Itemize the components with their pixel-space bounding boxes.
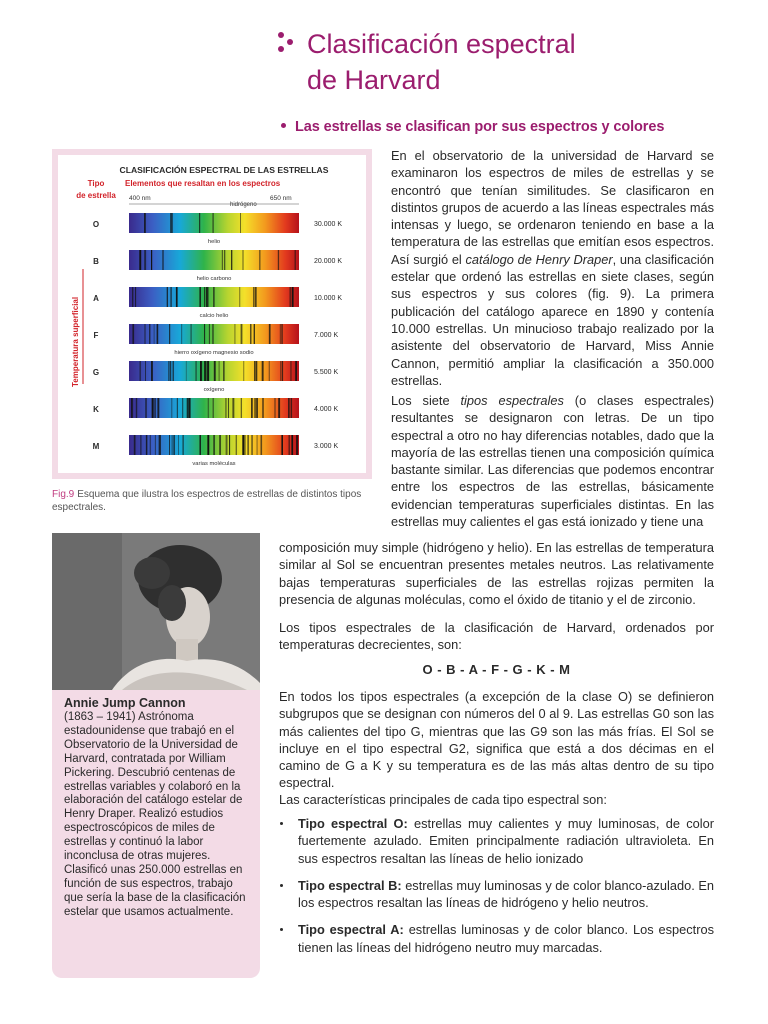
absorption-line <box>139 250 141 270</box>
absorption-line <box>281 435 283 455</box>
element-label: varias moléculas <box>192 461 236 467</box>
absorption-line <box>207 435 209 455</box>
col-tipo2: de estrella <box>76 191 116 200</box>
portrait-photo <box>52 533 260 690</box>
absorption-line <box>136 398 137 418</box>
section-heading-text: Las estrellas se clasifican por sus espectros y colores <box>295 119 665 135</box>
absorption-line <box>239 287 240 307</box>
absorption-line <box>214 361 216 381</box>
spectrum-band <box>129 250 299 270</box>
absorption-line <box>295 250 296 270</box>
absorption-line <box>291 398 293 418</box>
title-line-2: de Harvard <box>307 65 441 95</box>
absorption-line <box>214 435 215 455</box>
spectral-type-label: F <box>93 331 99 340</box>
absorption-line <box>207 287 209 307</box>
list-item <box>279 921 714 956</box>
absorption-line <box>172 435 173 455</box>
spectral-type-label: B <box>93 257 99 266</box>
bullet-icon <box>280 822 283 825</box>
title-line-1: Clasificación espectral <box>307 29 576 59</box>
spectral-diagram <box>52 149 372 479</box>
absorption-line <box>162 250 163 270</box>
absorption-line <box>132 324 134 344</box>
absorption-line <box>289 435 290 455</box>
absorption-line <box>151 250 152 270</box>
list-item-label: Tipo espectral B: <box>298 877 402 893</box>
absorption-line <box>255 287 257 307</box>
absorption-line <box>223 361 225 381</box>
list-item-text: estrellas luminosas y de color blanco. Los espectros tienen las líneas del hidrógeno neutro muy marcadas. <box>298 922 714 955</box>
figure-caption-text: Esquema que ilustra los espectros de estrellas de distintos tipos espectrales. <box>52 489 362 513</box>
absorption-line <box>269 361 270 381</box>
absorption-line <box>244 435 246 455</box>
absorption-line <box>280 361 281 381</box>
absorption-line <box>169 324 170 344</box>
paragraph-4: Los tipos espectrales de la clasificación de Harvard, ordenados por temperaturas decrecientes, son: <box>279 620 714 653</box>
bullet-icon <box>280 928 283 931</box>
list-item-label: Tipo espectral O: <box>298 816 408 831</box>
absorption-line <box>172 213 173 233</box>
absorption-line <box>187 398 188 418</box>
spectral-figure <box>52 149 372 479</box>
absorption-line <box>292 287 294 307</box>
figure-title: CLASIFICACIÓN ESPECTRAL DE LAS ESTRELLAS <box>119 165 329 175</box>
bio-panel <box>52 690 260 978</box>
absorption-line <box>204 361 205 381</box>
paragraph-1 <box>391 147 714 389</box>
absorption-line <box>204 287 205 307</box>
absorption-line <box>256 361 258 381</box>
section-heading <box>281 119 664 135</box>
absorption-line <box>209 324 210 344</box>
absorption-line <box>155 435 156 455</box>
col-tipo: Tipo <box>87 179 105 188</box>
absorption-line <box>208 398 209 418</box>
spectral-sequence: O - B - A - F - G - K - M <box>422 662 571 677</box>
element-label: oxígeno <box>203 387 225 393</box>
absorption-line <box>254 324 255 344</box>
element-label: calcio helio <box>199 313 229 319</box>
spectra-rows <box>93 213 343 467</box>
absorption-line <box>241 398 242 418</box>
absorption-line <box>213 324 214 344</box>
absorption-line <box>159 435 161 455</box>
bio-text: (1863 – 1941) Astrónoma estadounidense que trabajó en el Observatorio de la Universidad de Harvard, contratada por William Pickering. Descubrió centenas de estrellas variables y colaboró en la elaboración del catálogo estelar de Henry Draper. Realizó estudios espectroscópicos de miles de estrellas y continuó la labor inconclusa de otras mujeres. Clasificó unas 250.000 estrellas en función de sus espectros, trabajo que sería la base de la clasificación estelar que usamos actualmente. <box>64 711 246 918</box>
p1-italic: catálogo de Henry Draper <box>465 251 613 267</box>
absorption-line <box>132 398 134 418</box>
figure-caption <box>52 489 372 514</box>
absorption-line <box>262 398 264 418</box>
absorption-line <box>167 287 168 307</box>
temperature-label: 30.000 K <box>314 221 343 228</box>
temperature-label: 20.000 K <box>314 258 343 265</box>
absorption-line <box>200 435 201 455</box>
absorption-line <box>144 250 146 270</box>
absorption-line <box>173 435 175 455</box>
absorption-line <box>204 324 205 344</box>
p1-part-b: , una clasificación estelar que ordenó las estrellas en siete clases, según sus espectros y sus colores (fig. 9). La primera publicación del catálogo aparece en 1890 y contenía 10.000 estrellas. Un minucioso trabajo realizado por la asistente del observatorio de Harvard, Miss Annie Cannon, permitió ampliar la clasificación a 350.000 estrellas. <box>391 251 714 388</box>
absorption-line <box>152 398 153 418</box>
absorption-line <box>254 361 255 381</box>
spectral-type-label: K <box>93 405 99 414</box>
absorption-line <box>212 213 213 233</box>
absorption-line <box>243 435 244 455</box>
absorption-line <box>229 435 230 455</box>
absorption-line <box>226 398 227 418</box>
absorption-line <box>150 435 151 455</box>
absorption-line <box>219 435 220 455</box>
figure-number: Fig.9 <box>52 489 75 500</box>
absorption-line <box>251 435 252 455</box>
portrait-image <box>52 533 260 690</box>
wl-right: 650 nm <box>270 195 292 202</box>
absorption-line <box>291 435 293 455</box>
element-label: hierro oxígeno magnesio sodio <box>174 350 254 356</box>
absorption-line <box>182 398 183 418</box>
absorption-line <box>280 324 281 344</box>
absorption-line <box>290 287 291 307</box>
spectral-type-label: O <box>92 220 100 229</box>
paragraph-6: Las características principales de cada tipo espectral son: <box>279 792 607 807</box>
spectrum-band <box>129 213 299 233</box>
absorption-line <box>278 250 279 270</box>
spectral-type-label: G <box>92 368 100 377</box>
absorption-line <box>144 213 146 233</box>
absorption-line <box>279 398 280 418</box>
absorption-line <box>257 435 258 455</box>
absorption-line <box>274 398 275 418</box>
absorption-line <box>207 361 209 381</box>
absorption-line <box>254 398 255 418</box>
absorption-line <box>199 287 201 307</box>
absorption-line <box>155 398 156 418</box>
title-dots-icon <box>278 32 298 56</box>
absorption-line <box>290 361 291 381</box>
absorption-line <box>235 324 236 344</box>
paragraph-2 <box>391 392 714 530</box>
absorption-line <box>186 361 187 381</box>
absorption-line <box>213 287 214 307</box>
absorption-line <box>146 398 147 418</box>
absorption-line <box>199 213 200 233</box>
element-label: helio carbono <box>196 276 232 282</box>
temperature-label: 5.500 K <box>314 369 339 376</box>
absorption-line <box>189 398 191 418</box>
absorption-line <box>145 361 146 381</box>
absorption-line <box>261 435 263 455</box>
temperature-label: 7.000 K <box>314 332 339 339</box>
bullet-icon <box>281 123 286 128</box>
absorption-line <box>170 287 172 307</box>
absorption-line <box>269 324 271 344</box>
absorption-line <box>288 398 290 418</box>
absorption-line <box>296 435 298 455</box>
absorption-line <box>262 361 264 381</box>
absorption-line <box>226 435 228 455</box>
absorption-line <box>281 324 282 344</box>
bio-name: Annie Jump Cannon <box>64 696 186 710</box>
absorption-line <box>228 398 229 418</box>
absorption-line <box>250 324 252 344</box>
absorption-line <box>212 324 213 344</box>
absorption-line <box>135 287 136 307</box>
wl-mid: hidrógeno <box>230 202 257 208</box>
absorption-line <box>182 324 183 344</box>
axis-label: Temperatura superficial <box>71 296 80 387</box>
paragraph-5: En todos los tipos espectrales (a excepción de la clase O) se definieron subgrupos que se designan con números del 0 al 9. Las estrellas G0 son las más calientes del tipo G, mientras que las G9 son las más frías. El Sol se incluye en el tipo espectral G2, significa que está a dos décimas en el camino de G a K y su temperatura es de las más altas dentro de su tipo espectral. <box>279 689 714 791</box>
absorption-line <box>205 361 207 381</box>
absorption-line <box>151 361 153 381</box>
absorption-line <box>145 324 146 344</box>
absorption-line <box>240 213 241 233</box>
spectral-type-label: M <box>92 442 100 451</box>
spectral-type-label: A <box>93 294 99 303</box>
absorption-line <box>243 250 244 270</box>
absorption-line <box>170 213 172 233</box>
bullet-icon <box>280 884 283 887</box>
p2-part-a: Los siete <box>391 393 461 408</box>
list-item-label: Tipo espectral A: <box>298 922 404 938</box>
p2-italic: tipos espectrales <box>460 393 564 408</box>
absorption-line <box>157 398 159 418</box>
list-item-text: estrellas muy luminosas y de color blanco-azulado. En los espectros resaltan las líneas de hidrógeno y helio neutros. <box>298 877 714 911</box>
wl-left: 400 nm <box>129 195 151 202</box>
absorption-line <box>241 324 243 344</box>
temperature-label: 10.000 K <box>314 295 343 302</box>
absorption-line <box>176 287 178 307</box>
absorption-line <box>256 398 258 418</box>
absorption-line <box>224 250 225 270</box>
absorption-line <box>243 361 244 381</box>
list-item-text: estrellas muy calientes y muy luminosas, de color fuertemente azulado. Emiten principalmente radiación ultravioleta. En sus espectros resaltan las líneas de helio ionizado <box>298 816 714 866</box>
col-elementos: Elementos que resaltan en los espectros <box>125 179 281 188</box>
list-item <box>279 815 714 867</box>
absorption-line <box>253 287 254 307</box>
absorption-line <box>182 435 184 455</box>
absorption-line <box>177 398 178 418</box>
absorption-line <box>154 324 155 344</box>
absorption-line <box>134 435 136 455</box>
absorption-line <box>295 361 297 381</box>
absorption-line <box>247 435 249 455</box>
list-item <box>279 877 714 912</box>
element-label: helio <box>207 239 221 245</box>
absorption-line <box>259 250 260 270</box>
temperature-label: 4.000 K <box>314 406 339 413</box>
paragraph-3: composición muy simple (hidrógeno y helio). En las estrellas de temperatura similar al Sol se encuentran presentes metales neutros. Las relativamente bajas temperaturas superficiales de las estrellas rojizas permiten la presencia de algunas moléculas, como el óxido de titanio y el de zirconio. <box>279 540 714 607</box>
absorption-line <box>222 250 223 270</box>
absorption-line <box>146 435 147 455</box>
p2-part-b: (o clases espectrales) resultantes se designaron con letras. De un tipo espectral a otro no hay diferencias notables, dado que la mayoría de las estrellas tienen una composición química bastante similar. Las diferencias que podemos encontrar entre los espectros de las estrellas, básicamente evidencian temperaturas superficiales distintas. En las estrellas muy calientes el gas está ionizado y tiene una <box>391 393 714 530</box>
absorption-line <box>213 398 214 418</box>
spectral-types-list <box>279 815 714 966</box>
absorption-line <box>251 398 252 418</box>
absorption-line <box>282 361 283 381</box>
absorption-line <box>149 324 150 344</box>
temperature-label: 3.000 K <box>314 443 339 450</box>
absorption-line <box>236 435 237 455</box>
absorption-line <box>233 398 234 418</box>
absorption-line <box>191 324 192 344</box>
absorption-line <box>170 361 172 381</box>
absorption-line <box>168 361 169 381</box>
absorption-line <box>169 435 170 455</box>
absorption-line <box>157 324 159 344</box>
absorption-line <box>196 361 197 381</box>
page-title <box>307 26 707 98</box>
absorption-line <box>173 361 174 381</box>
p1-part-a: En el observatorio de la universidad de Harvard se examinaron los espectros de miles de estrellas y se encontró que tenían similitudes. Se clasificaron en distintos grupos de acuerdo a las líneas espectrales más intensas y luego, se ordenaron teniendo en base a la temperatura de las estrellas que emitían esos espectros. Así surgió el <box>391 148 714 267</box>
absorption-line <box>132 287 133 307</box>
absorption-line <box>140 361 141 381</box>
absorption-line <box>172 398 173 418</box>
absorption-line <box>200 361 202 381</box>
absorption-line <box>219 361 220 381</box>
absorption-line <box>231 250 232 270</box>
absorption-line <box>178 435 179 455</box>
absorption-line <box>140 435 141 455</box>
